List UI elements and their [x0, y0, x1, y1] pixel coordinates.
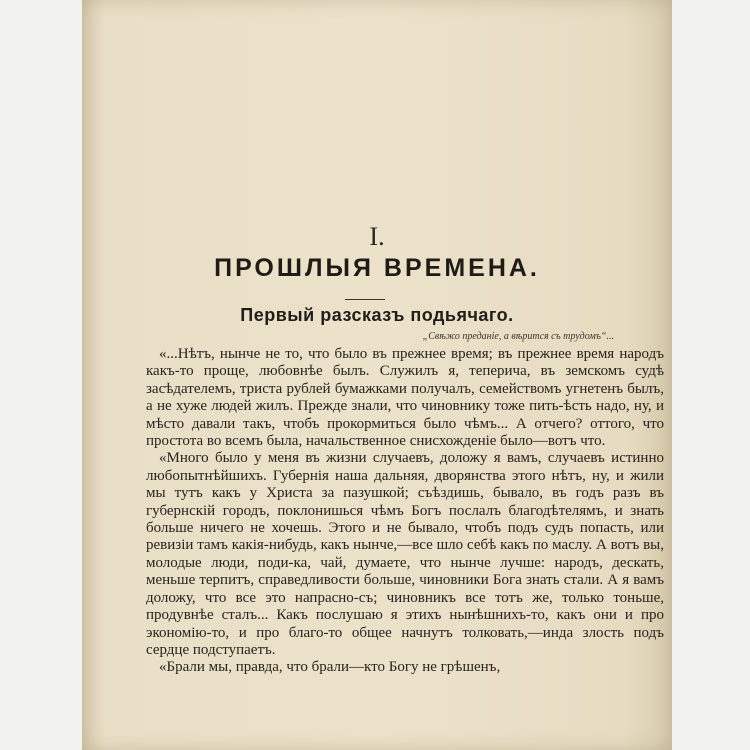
- chapter-number: I.: [369, 222, 385, 251]
- title-divider: [345, 299, 385, 300]
- paragraph: «Много было у меня въ жизни случаевъ, доложу я вамъ, случаевъ истинно любопытнѣйшихъ. Губернія наша дальняя, дворянства этого нѣтъ, ну, и жили мы тутъ какъ у Христа за пазушкой; съѣздишь, бывало, въ годъ разъ въ губернскій городъ, поклонишься чѣмъ Богъ послалъ благодѣтелямъ, и знать больше ничего не хочешь. Этого и не бывало, чтобъ подъ судъ попасть, или ревизіи тамъ какія-нибудь, какъ нынче,—все шло себѣ какъ по маслу. А вотъ вы, молодые люди, поди-ка, чай, думаете, что нынче лучше: народъ, дескать, меньше терпитъ, справедливости больше, чиновники Бога знать стали. А я вамъ доложу, что все это напрасно-съ; чиновникъ все тотъ же, только тоньше, продувнѣе сталъ... Какъ послушаю я этихъ нынѣшнихъ-то, какъ они и про экономію-то, и про благо-то общее начнутъ толковать,—инда злость подъ сердце подступаетъ.: [146, 450, 664, 658]
- epigraph: „Свѣжо преданіе, а вѣрится съ трудомъ“...: [422, 331, 614, 342]
- chapter-title: ПРОШЛЫЯ ВРЕМЕНА.: [214, 254, 540, 282]
- paragraph: «Брали мы, правда, что брали—кто Богу не грѣшенъ,: [159, 659, 501, 676]
- paragraph: «...Нѣтъ, нынче не то, что было въ прежнее время; въ прежнее время народъ какъ-то проще, любовнѣе былъ. Служилъ я, теперича, въ земскомъ судѣ засѣдателемъ, триста рублей бумажками получалъ, семействомъ угнетенъ былъ, а не хуже людей жилъ. Прежде знали, что чиновнику тоже пить-ѣсть надо, ну, и мѣсто давали такъ, чтобъ прокормиться было чѣмъ... А отчего? оттого, что простота во всемъ была, начальственное снисхожденіе было—вотъ что.: [146, 346, 664, 450]
- body-text: [146, 346, 664, 677]
- book-page: [82, 0, 672, 750]
- chapter-subtitle: Первый разсказъ подьячаго.: [240, 305, 514, 325]
